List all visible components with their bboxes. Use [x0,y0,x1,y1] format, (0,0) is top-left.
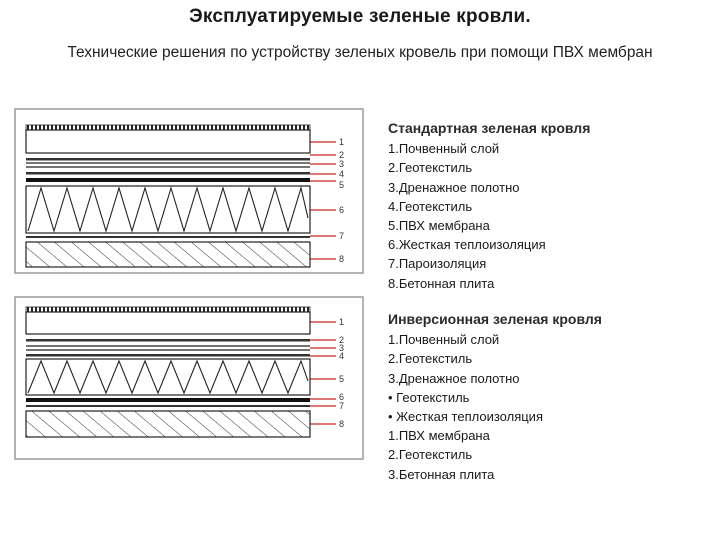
layer-number-3: 3 [339,159,345,169]
geotextile-layer [26,158,310,161]
legend-list [388,330,602,484]
layer-number-1: 1 [339,317,345,327]
legend-item: 2.Геотекстиль [388,447,473,463]
pvc-membrane-layer [26,178,310,182]
layer-number-7: 7 [339,401,345,411]
layer-number-2: 2 [339,150,345,160]
legend-item: • Геотекстиль [388,389,470,405]
legend-item: 1.ПВХ мембрана [388,428,490,444]
concrete-slab-layer [26,411,310,437]
leader-lines [310,322,336,424]
geotextile-layer-2 [26,354,310,357]
legend-list [388,139,590,293]
layer-numbers [339,317,344,429]
legend-item: 2.Геотекстиль [388,351,473,367]
legend-item: 4.Геотекстиль [388,198,473,214]
layer-number-4: 4 [339,351,345,361]
soil-body [26,312,310,334]
vapour-barrier-layer [26,236,310,238]
legend-item: 1.Почвенный слой [388,141,500,157]
layer-number-1: 1 [339,137,345,147]
legend-item: 1.Почвенный слой [388,332,500,348]
legend-item: 3.Дренажное полотно [388,179,520,195]
inversion-roof-section-diagram [14,296,364,460]
layer-number-6: 6 [339,205,345,215]
legend-item: 3.Дренажное полотно [388,370,520,386]
legend-item: 5.ПВХ мембрана [388,218,490,234]
layer-number-7: 7 [339,231,345,241]
legend-item: 2.Геотекстиль [388,160,473,176]
layer-number-5: 5 [339,374,345,384]
standard-roof-legend [388,119,590,293]
concrete-slab-layer [26,242,310,267]
pvc-membrane-layer [26,398,310,402]
page-title: Эксплуатируемые зеленые кровли. [189,6,531,27]
soil-layer [26,307,310,312]
layer-number-3: 3 [339,343,345,353]
layer-numbers [339,137,344,264]
soil-layer [26,125,310,130]
geotextile-layer-2 [26,172,310,175]
layer-number-8: 8 [339,419,345,429]
legend-item: 6.Жесткая теплоизоляция [388,237,546,253]
legend-item: 3.Бетонная плита [388,466,495,482]
legend-item: 7.Пароизоляция [388,256,487,272]
standard-roof-section-diagram [14,108,364,274]
legend-heading: Инверсионная зеленая кровля [388,311,602,327]
layer-number-5: 5 [339,180,345,190]
inversion-roof-legend [388,310,602,484]
legend-item: • Жесткая теплоизоляция [388,409,543,425]
soil-body [26,130,310,153]
layer-number-4: 4 [339,169,345,179]
drainage-layer [26,163,310,167]
geotextile-layer-3 [26,405,310,407]
layer-number-6: 6 [339,392,345,402]
drainage-layer [26,346,310,350]
geotextile-layer [26,339,310,342]
legend-item: 8.Бетонная плита [388,275,495,291]
layer-number-8: 8 [339,254,345,264]
layer-number-2: 2 [339,335,345,345]
legend-heading: Стандартная зеленая кровля [388,120,591,136]
leader-lines [310,142,336,259]
page-subtitle: Технические решения по устройству зеленых кровель при помощи ПВХ мембран [67,44,653,61]
